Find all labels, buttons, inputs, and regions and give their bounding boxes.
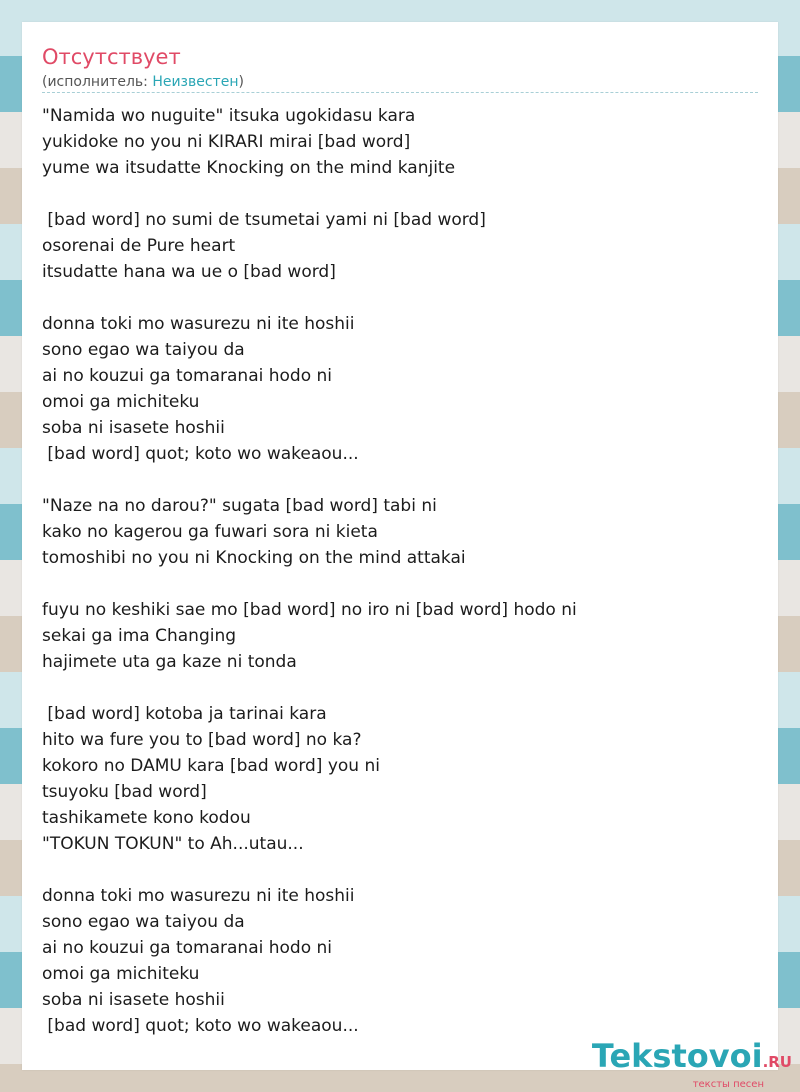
logo-name: Tekstovoi xyxy=(591,1037,763,1075)
lyric-line: ai no kouzui ga tomaranai hodo ni xyxy=(42,938,333,958)
lyric-line: "Naze na no darou?" sugata [bad word] tabi ni xyxy=(42,496,437,516)
lyric-line: [bad word] no sumi de tsumetai yami ni [bad word] xyxy=(42,210,486,230)
lyric-line: [bad word] quot; koto wo wakeaou... xyxy=(42,444,359,464)
lyric-line: osorenai de Pure heart xyxy=(42,236,236,256)
lyrics-body xyxy=(42,103,762,1039)
logo-wordmark xyxy=(592,1039,792,1079)
lyric-blank-line xyxy=(42,285,762,311)
logo-tld: .RU xyxy=(762,1053,792,1071)
lyric-line: sekai ga ima Changing xyxy=(42,626,237,646)
artist-suffix: ) xyxy=(238,74,244,90)
lyric-line: tsuyoku [bad word] xyxy=(42,782,207,802)
lyric-line: yukidoke no you ni KIRARI mirai [bad word] xyxy=(42,132,411,152)
lyric-line: donna toki mo wasurezu ni ite hoshii xyxy=(42,886,355,906)
lyric-line: donna toki mo wasurezu ni ite hoshii xyxy=(42,314,355,334)
lyric-line: "Namida wo nuguite" itsuka ugokidasu kara xyxy=(42,106,416,126)
lyric-line: hito wa fure you to [bad word] no ka? xyxy=(42,730,362,750)
lyric-line: sono egao wa taiyou da xyxy=(42,912,245,932)
lyric-blank-line xyxy=(42,675,762,701)
lyric-line: yume wa itsudatte Knocking on the mind kanjite xyxy=(42,158,456,178)
lyric-line: omoi ga michiteku xyxy=(42,392,200,412)
lyric-line: fuyu no keshiki sae mo [bad word] no iro ni [bad word] hodo ni xyxy=(42,600,577,620)
artist-prefix: (исполнитель: xyxy=(42,74,153,90)
lyric-blank-line xyxy=(42,181,762,207)
site-logo[interactable] xyxy=(592,1039,792,1090)
lyric-line: ai no kouzui ga tomaranai hodo ni xyxy=(42,366,333,386)
lyric-line: itsudatte hana wa ue o [bad word] xyxy=(42,262,336,282)
logo-tagline: тексты песен xyxy=(692,1079,764,1090)
lyric-line: [bad word] kotoba ja tarinai kara xyxy=(42,704,327,724)
lyric-line: [bad word] quot; koto wo wakeaou... xyxy=(42,1016,359,1036)
artist-link[interactable]: Неизвестен xyxy=(152,74,239,90)
lyric-line: hajimete uta ga kaze ni tonda xyxy=(42,652,297,672)
title-divider xyxy=(42,92,758,93)
lyric-blank-line xyxy=(42,467,762,493)
lyric-line: soba ni isasete hoshii xyxy=(42,990,225,1010)
lyric-line: kokoro no DAMU kara [bad word] you ni xyxy=(42,756,380,776)
lyrics-sheet xyxy=(22,22,778,1070)
artist-line xyxy=(42,72,244,92)
lyric-blank-line xyxy=(42,857,762,883)
lyric-blank-line xyxy=(42,571,762,597)
lyric-line: "TOKUN TOKUN" to Ah...utau... xyxy=(42,834,304,854)
lyric-line: tomoshibi no you ni Knocking on the mind attakai xyxy=(42,548,466,568)
lyric-line: kako no kagerou ga fuwari sora ni kieta xyxy=(42,522,378,542)
lyric-line: sono egao wa taiyou da xyxy=(42,340,245,360)
lyric-line: soba ni isasete hoshii xyxy=(42,418,225,438)
lyric-line: tashikamete kono kodou xyxy=(42,808,251,828)
lyric-line: omoi ga michiteku xyxy=(42,964,200,984)
song-title: Отсутствует xyxy=(42,45,181,69)
